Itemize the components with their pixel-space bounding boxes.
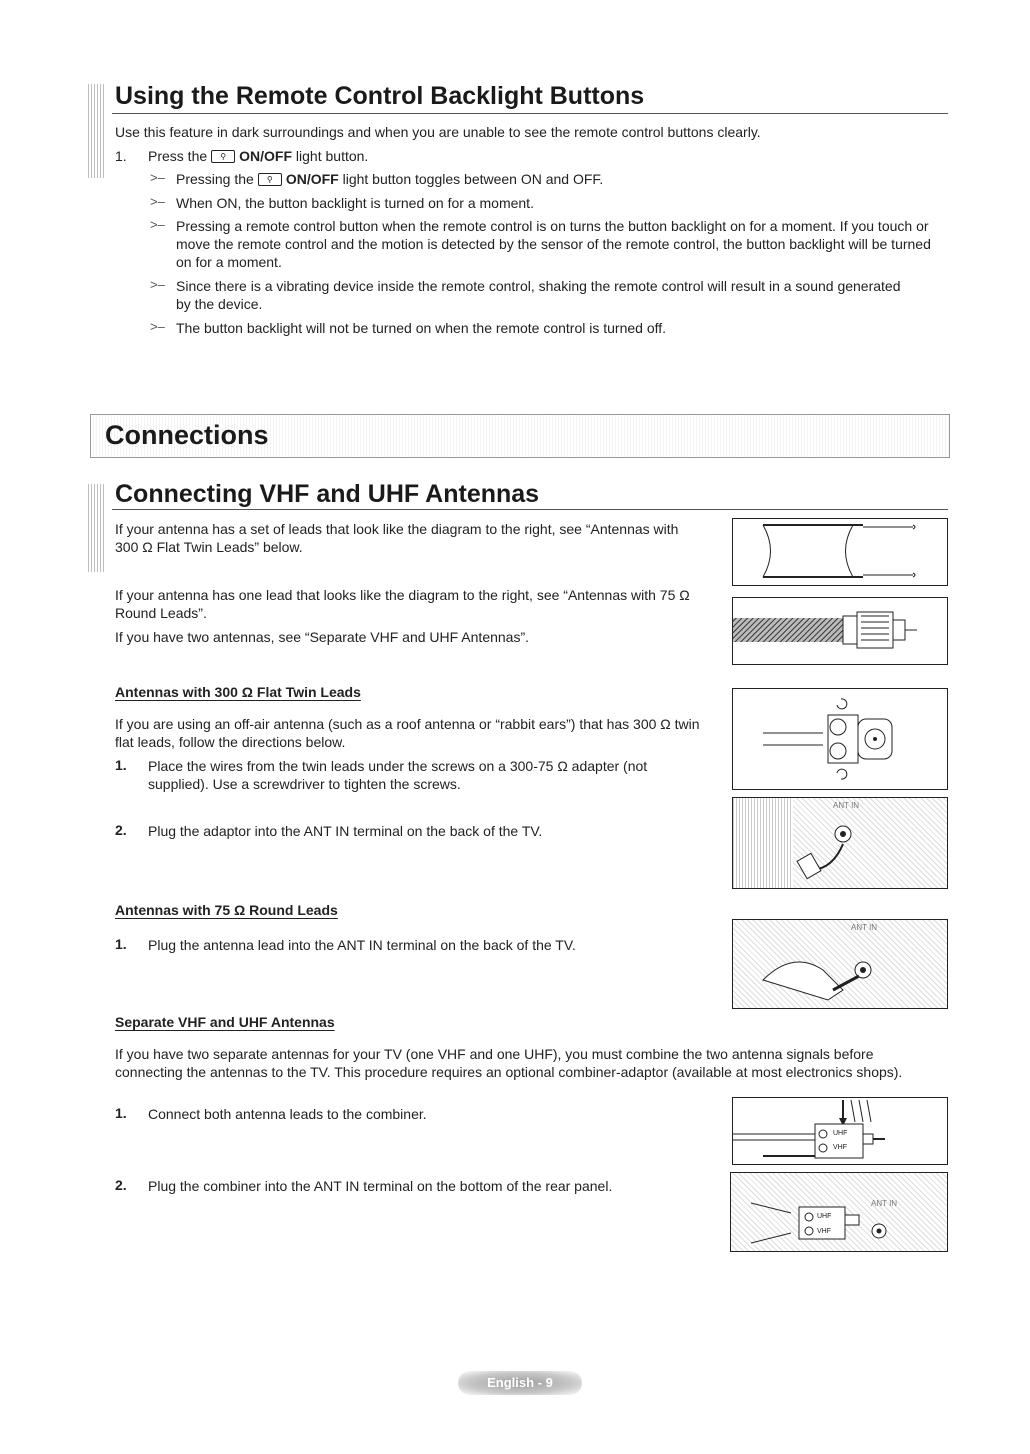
step-number: 2. [115, 822, 127, 838]
note-arrow-icon: >– [150, 277, 165, 292]
section-marker-bar [88, 84, 106, 178]
combiner-diagram [732, 1097, 948, 1165]
flat-twin-step-2: Plug the adaptor into the ANT IN terminal on the back of the TV. [148, 823, 543, 839]
antenna-intro-2: If your antenna has one lead that looks like the diagram to the right, see “Antennas with 75 Ω Round Leads”. [115, 587, 690, 621]
note-arrow-icon: >– [150, 319, 165, 334]
backlight-note-5: The button backlight will not be turned on when the remote control is turned off. [176, 320, 667, 336]
hand-plugging-illustration [733, 920, 947, 1008]
step-number: 1. [115, 936, 127, 952]
page-number-badge: English - 9 [458, 1371, 582, 1395]
backlight-note-2: When ON, the button backlight is turned on for a moment. [176, 195, 534, 211]
uhf-label: UHF [817, 1213, 832, 1220]
separate-step-2: Plug the combiner into the ANT IN terminal on the bottom of the rear panel. [148, 1178, 613, 1194]
combiner-rear-panel-diagram [730, 1172, 948, 1252]
step-number: 2. [115, 1177, 127, 1193]
backlight-note-3: Pressing a remote control button when the remote control is on turns the button backlight on for a moment. If you touch or move the remote control and the motion is detected by the sensor of the remote control, the button backlight will be turned on for a moment. [176, 218, 931, 270]
title-rule [112, 509, 948, 510]
flat-twin-step-1: Place the wires from the twin leads under the screws on a 300-75 Ω adapter (not supplied). Use a screwdriver to tighten the screws. [148, 758, 648, 792]
separate-step-1: Connect both antenna leads to the combiner. [148, 1106, 427, 1122]
backlight-note-4: Since there is a vibrating device inside the remote control, shaking the remote control will result in a sound generated by the device. [176, 278, 901, 312]
separate-antennas-intro: If you have two separate antennas for your TV (one VHF and one UHF), you must combine the two antenna signals before connecting the antennas to the TV. This procedure requires an optional combiner-adaptor (available at most electronics shops). [115, 1046, 903, 1080]
backlight-key-icon: ⚲ [211, 150, 235, 163]
round-coax-lead-diagram [732, 597, 948, 665]
connections-title: Connections [105, 420, 269, 450]
step-number: 1. [115, 148, 127, 164]
step-number: 1. [115, 1105, 127, 1121]
vhf-label: VHF [817, 1228, 831, 1235]
backlight-key-icon: ⚲ [258, 173, 282, 186]
uhf-label: UHF [833, 1130, 848, 1137]
title-rule [112, 113, 948, 114]
note-arrow-icon: >– [150, 170, 165, 185]
step-number: 1. [115, 757, 127, 773]
backlight-step-1: Press the ⚲ ON/OFF light button. [148, 148, 369, 164]
adapter-diagram [732, 688, 948, 790]
flat-twin-intro: If you are using an off-air antenna (such as a roof antenna or “rabbit ears”) that has 300 Ω twin flat leads, follow the directions below. [115, 716, 700, 750]
adapter-illustration [733, 689, 947, 789]
ant-in-illustration [733, 798, 947, 888]
ant-in-label: ANT IN [871, 1199, 898, 1208]
coax-connector-illustration [733, 598, 947, 664]
backlight-note-1: Pressing the ⚲ ON/OFF light button toggles between ON and OFF. [176, 171, 604, 187]
ant-in-label: ANT IN [851, 923, 878, 932]
combiner-panel-illustration [731, 1173, 947, 1251]
section-title-backlight: Using the Remote Control Backlight Buttons [115, 82, 645, 110]
coax-plug-diagram [732, 919, 948, 1009]
subheading-round-leads: Antennas with 75 Ω Round Leads [115, 902, 338, 918]
round-leads-step-1: Plug the antenna lead into the ANT IN terminal on the back of the TV. [148, 937, 576, 953]
note-arrow-icon: >– [150, 194, 165, 209]
vhf-label: VHF [833, 1144, 847, 1151]
antenna-intro-1: If your antenna has a set of leads that look like the diagram to the right, see “Antennas with 300 Ω Flat Twin Leads” below. [115, 521, 679, 555]
ant-in-label: ANT IN [833, 801, 860, 810]
note-arrow-icon: >– [150, 217, 165, 232]
flat-twin-lead-diagram [732, 518, 948, 586]
subheading-flat-twin: Antennas with 300 Ω Flat Twin Leads [115, 684, 361, 700]
subheading-separate-antennas: Separate VHF and UHF Antennas [115, 1014, 335, 1030]
flat-twin-lead-illustration [733, 519, 947, 585]
section-title-antennas: Connecting VHF and UHF Antennas [115, 480, 540, 508]
ant-in-back-panel-diagram [732, 797, 948, 889]
backlight-intro: Use this feature in dark surroundings and when you are unable to see the remote control buttons clearly. [115, 124, 761, 140]
section-marker-bar [88, 484, 106, 572]
antenna-intro-3: If you have two antennas, see “Separate VHF and UHF Antennas”. [115, 629, 530, 645]
